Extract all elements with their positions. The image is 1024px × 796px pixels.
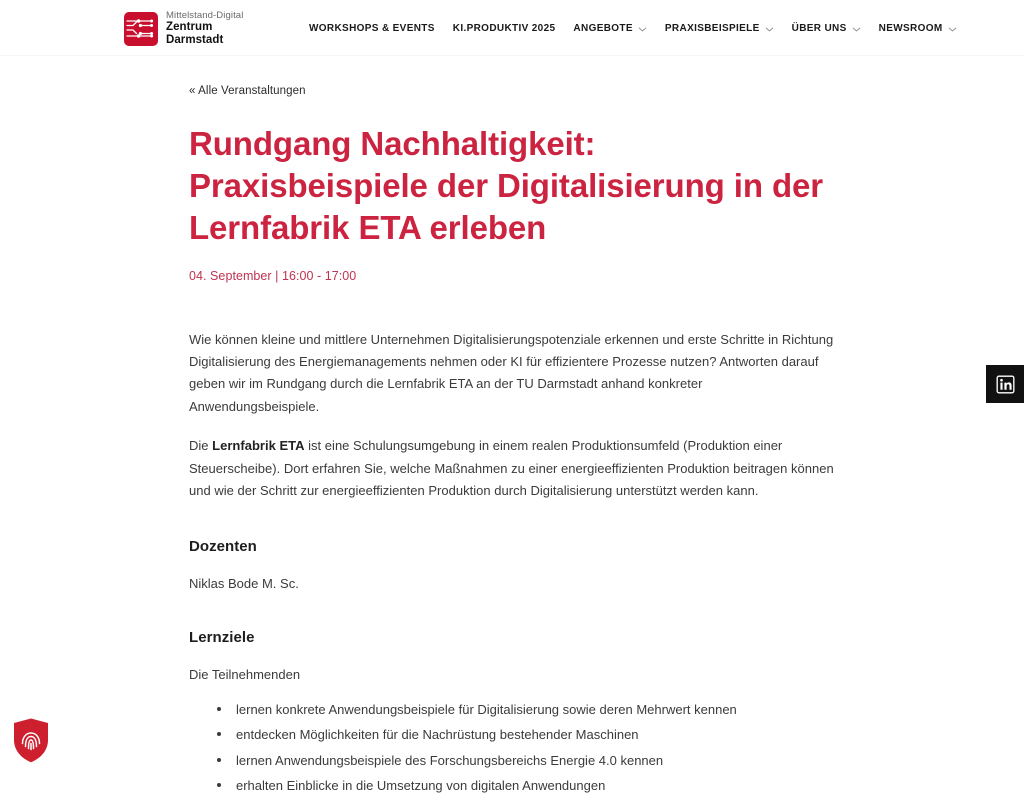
logo-line-2: Zentrum [166,21,213,34]
nav-item-ueber-uns[interactable] [783,23,870,34]
nav-item-newsroom[interactable] [870,23,966,34]
description-paragraph-1: Wie können kleine und mittlere Unternehmen Digitalisierungspotenziale erkennen und erste Schritte in Richtung Digitalisierung des Energiemanagements nehmen oder KI für effizientere Prozesse nutzen? Antworten darauf geben wir im Rundgang durch die Lernfabrik ETA an der TU Darmstadt anhand konkreter Anwendungsbeispiele. [189,331,834,414]
list-item: lernen konkrete Anwendungsbeispiele für Digitalisierung sowie deren Mehrwert kennen [215,699,834,720]
circuit-board-icon [124,12,158,46]
paragraph-2-prefix: Die [189,438,213,454]
nav-item-workshops-events[interactable] [309,23,444,34]
nav-item-ki-produktiv-2025[interactable] [444,23,565,34]
nav-item-praxisbeispiele[interactable] [656,23,783,34]
site-logo[interactable] [124,11,243,46]
lernziele-list [189,699,834,795]
section-heading-dozenten: Dozenten [189,538,257,556]
event-description [189,329,834,796]
site-header [0,0,1024,56]
list-item: entdecken Möglichkeiten für die Nachrüstung bestehender Maschinen [215,724,834,745]
description-paragraph-2 [189,435,834,502]
privacy-consent-button[interactable] [11,717,51,764]
nav-label: ANGEBOTE [573,22,633,34]
shield-fingerprint-icon [11,717,51,764]
chevron-down-icon [638,25,647,34]
list-item: erhalten Einblicke in die Umsetzung von digitalen Anwendungen [215,775,834,796]
site-logo-text [166,11,243,46]
nav-label: PRAXISBEISPIELE [664,22,760,34]
list-item: lernen Anwendungsbeispiele des Forschungsbereichs Energie 4.0 kennen [215,750,834,771]
chevron-down-icon [852,25,861,34]
section-heading-lernziele: Lernziele [189,629,255,647]
dozenten-name: Niklas Bode M. Sc. [189,576,299,592]
lernfabrik-eta-emphasis: Lernfabrik ETA [212,438,305,454]
nav-label: WORKSHOPS & EVENTS [309,22,435,34]
lernziele-intro: Die Teilnehmenden [189,667,301,683]
logo-line-1: Mittelstand-Digital [166,10,244,21]
logo-line-3: Darmstadt [166,33,224,46]
breadcrumb-all-events-link[interactable]: « Alle Veranstaltungen [189,85,306,97]
event-date-time: 04. September | 16:00 - 17:00 [189,268,357,283]
chevron-down-icon [765,25,774,34]
nav-label: KI.PRODUKTIV 2025 [452,22,556,34]
nav-label: ÜBER UNS [791,22,847,34]
main-content [0,56,1024,796]
main-navigation [309,0,966,56]
page-title: Rundgang Nachhaltigkeit: Praxisbeispiele der Digitalisierung in der Lernfabrik ETA erleben [189,125,824,246]
chevron-down-icon [948,25,957,34]
linkedin-share-button[interactable] [986,365,1024,403]
nav-item-angebote[interactable] [564,23,655,34]
linkedin-icon [996,375,1015,394]
paragraph-2-rest: ist eine Schulungsumgebung in einem realen Produktionsumfeld (Produktion einer Steuerscheibe). Dort erfahren Sie, welche Maßnahmen zu einer energieeffizienten Produktion beitragen können und wie der Schritt zur energieeffizienten Produktion durch Digitalisierung unterstützt werden kann. [189,438,834,498]
nav-label: NEWSROOM [878,22,943,34]
